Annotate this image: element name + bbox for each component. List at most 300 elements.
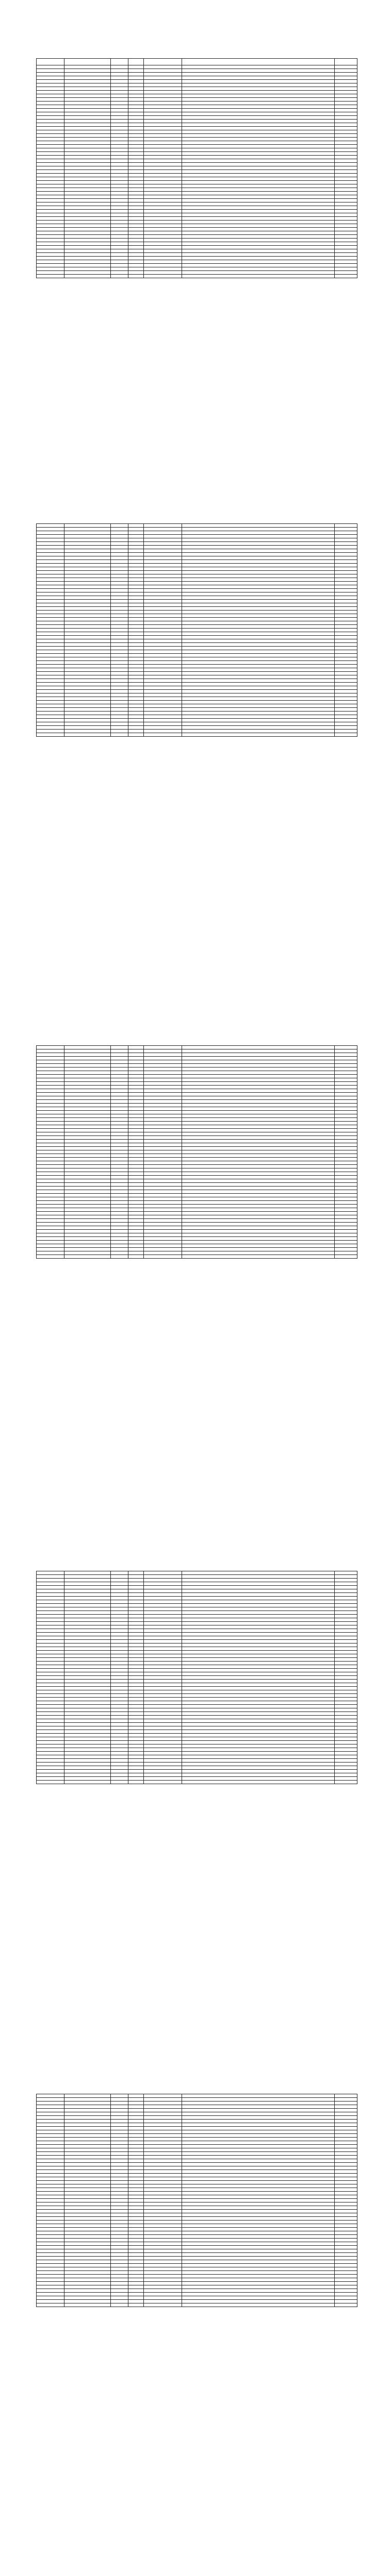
table-cell xyxy=(64,2267,111,2271)
table-cell xyxy=(111,1093,128,1096)
table-cell xyxy=(182,141,335,145)
table-row xyxy=(37,672,357,675)
table-cell xyxy=(335,1680,357,1683)
table-cell xyxy=(111,1190,128,1194)
table-row xyxy=(37,2246,357,2249)
table-cell xyxy=(335,192,357,195)
table-cell xyxy=(182,531,335,535)
table-cell xyxy=(182,105,335,109)
table-cell xyxy=(144,571,182,574)
table-cell xyxy=(111,632,128,636)
table-cell xyxy=(111,2267,128,2271)
table-cell xyxy=(182,1107,335,1111)
table-cell xyxy=(64,239,111,242)
table-cell xyxy=(37,1114,64,1118)
table-cell xyxy=(37,639,64,643)
table-row xyxy=(37,1571,357,1575)
table-cell xyxy=(64,1615,111,1618)
table-cell xyxy=(335,1150,357,1154)
table-cell xyxy=(182,549,335,553)
table-cell xyxy=(64,1100,111,1104)
table-cell xyxy=(144,1651,182,1654)
table-row xyxy=(37,1579,357,1582)
table-cell xyxy=(111,715,128,719)
table-cell xyxy=(128,2141,144,2145)
table-cell xyxy=(182,675,335,679)
table-cell xyxy=(128,1150,144,1154)
table-cell xyxy=(111,607,128,611)
table-cell xyxy=(335,2242,357,2246)
table-row xyxy=(37,1187,357,1190)
table-cell xyxy=(335,1053,357,1057)
table-cell xyxy=(111,1230,128,1233)
table-cell xyxy=(128,105,144,109)
table-cell xyxy=(37,2303,64,2307)
table-cell xyxy=(335,1615,357,1618)
table-cell xyxy=(128,76,144,80)
table-cell xyxy=(37,625,64,629)
table-cell xyxy=(128,611,144,614)
table-cell xyxy=(128,1086,144,1089)
table-cell xyxy=(144,1064,182,1067)
table-row xyxy=(37,2141,357,2145)
table-row xyxy=(37,1049,357,1053)
table-cell xyxy=(128,1194,144,1197)
table-cell xyxy=(144,206,182,210)
table-row xyxy=(37,549,357,553)
table-cell xyxy=(144,138,182,141)
table-cell xyxy=(64,2278,111,2282)
table-cell xyxy=(144,1654,182,1658)
table-cell xyxy=(37,177,64,181)
table-cell xyxy=(144,1600,182,1604)
table-cell xyxy=(128,2098,144,2102)
table-cell xyxy=(64,181,111,184)
table-cell xyxy=(144,221,182,224)
table-cell xyxy=(111,1114,128,1118)
table-cell xyxy=(335,647,357,650)
table-row xyxy=(37,1665,357,1669)
table-row xyxy=(37,1244,357,1248)
table-cell xyxy=(335,2264,357,2267)
table-cell xyxy=(64,224,111,228)
table-cell xyxy=(144,654,182,657)
roster-table xyxy=(36,58,357,278)
table-cell xyxy=(128,91,144,94)
table-cell xyxy=(128,1197,144,1201)
table-cell xyxy=(64,1089,111,1093)
table-cell xyxy=(182,1208,335,1212)
table-cell xyxy=(335,1662,357,1665)
table-row xyxy=(37,535,357,538)
table-cell xyxy=(111,1129,128,1132)
table-cell xyxy=(182,1615,335,1618)
table-cell xyxy=(37,1093,64,1096)
table-cell xyxy=(144,2138,182,2141)
table-row xyxy=(37,1629,357,1633)
table-cell xyxy=(111,672,128,675)
table-cell xyxy=(111,1669,128,1672)
table-row xyxy=(37,1096,357,1100)
table-row xyxy=(37,733,357,737)
table-cell xyxy=(64,1049,111,1053)
table-cell xyxy=(128,2264,144,2267)
table-cell xyxy=(128,1176,144,1179)
table-cell xyxy=(111,242,128,246)
table-cell xyxy=(37,2177,64,2181)
table-row xyxy=(37,120,357,123)
table-cell xyxy=(128,1683,144,1687)
table-cell xyxy=(37,1179,64,1183)
table-cell xyxy=(111,704,128,708)
table-cell xyxy=(111,2264,128,2267)
table-cell xyxy=(128,1705,144,1708)
table-cell xyxy=(128,1241,144,1244)
table-cell xyxy=(144,174,182,177)
table-cell xyxy=(37,101,64,105)
table-cell xyxy=(182,253,335,257)
table-cell xyxy=(64,1777,111,1781)
table-row xyxy=(37,2260,357,2264)
table-cell xyxy=(335,1129,357,1132)
table-cell xyxy=(335,1770,357,1773)
table-cell xyxy=(182,163,335,166)
table-cell xyxy=(335,1611,357,1615)
table-cell xyxy=(182,1571,335,1575)
table-cell xyxy=(335,1604,357,1607)
table-cell xyxy=(335,1658,357,1662)
table-cell xyxy=(128,603,144,607)
table-cell xyxy=(64,1698,111,1701)
table-cell xyxy=(64,538,111,542)
table-cell xyxy=(111,2188,128,2192)
table-cell xyxy=(144,1111,182,1114)
table-cell xyxy=(144,553,182,556)
table-cell xyxy=(111,629,128,632)
table-cell xyxy=(182,585,335,589)
table-cell xyxy=(111,528,128,531)
table-cell xyxy=(144,1665,182,1669)
table-cell xyxy=(335,145,357,148)
table-cell xyxy=(128,1575,144,1579)
table-cell xyxy=(335,636,357,639)
table-cell xyxy=(111,567,128,571)
table-cell xyxy=(144,1741,182,1744)
table-cell xyxy=(64,2127,111,2130)
table-cell xyxy=(111,2202,128,2206)
table-cell xyxy=(335,578,357,582)
table-cell xyxy=(182,1698,335,1701)
table-row xyxy=(37,2138,357,2141)
table-cell xyxy=(128,1129,144,1132)
table-cell xyxy=(335,249,357,253)
table-row xyxy=(37,1708,357,1712)
table-cell xyxy=(64,188,111,192)
table-cell xyxy=(182,686,335,690)
table-cell xyxy=(182,213,335,217)
table-cell xyxy=(144,2199,182,2202)
table-cell xyxy=(37,690,64,693)
table-cell xyxy=(64,91,111,94)
table-cell xyxy=(128,2300,144,2303)
table-row xyxy=(37,2303,357,2307)
table-cell xyxy=(111,2120,128,2123)
table-cell xyxy=(144,1226,182,1230)
table-cell xyxy=(37,1744,64,1748)
table-cell xyxy=(64,249,111,253)
table-cell xyxy=(37,2210,64,2213)
table-row xyxy=(37,112,357,116)
table-cell xyxy=(182,1600,335,1604)
table-row xyxy=(37,257,357,260)
table-cell xyxy=(182,2206,335,2210)
table-cell xyxy=(128,643,144,647)
table-cell xyxy=(37,2123,64,2127)
table-cell xyxy=(144,271,182,275)
table-cell xyxy=(111,1571,128,1575)
table-cell xyxy=(128,1723,144,1726)
table-cell xyxy=(64,574,111,578)
table-cell xyxy=(111,213,128,217)
table-cell xyxy=(335,546,357,549)
table-cell xyxy=(335,91,357,94)
table-cell xyxy=(37,1078,64,1082)
table-cell xyxy=(111,538,128,542)
table-cell xyxy=(128,1078,144,1082)
table-cell xyxy=(182,2271,335,2275)
table-row xyxy=(37,2163,357,2166)
table-cell xyxy=(182,1064,335,1067)
table-cell xyxy=(64,1241,111,1244)
table-cell xyxy=(182,1658,335,1662)
table-row xyxy=(37,2102,357,2105)
table-cell xyxy=(64,726,111,730)
table-cell xyxy=(182,1669,335,1672)
table-cell xyxy=(182,246,335,249)
table-cell xyxy=(182,1579,335,1582)
table-cell xyxy=(111,1752,128,1755)
table-cell xyxy=(111,1168,128,1172)
table-cell xyxy=(144,693,182,697)
table-row xyxy=(37,2148,357,2152)
table-cell xyxy=(335,1708,357,1712)
table-cell xyxy=(128,1049,144,1053)
table-cell xyxy=(111,1096,128,1100)
table-cell xyxy=(128,1716,144,1719)
table-cell xyxy=(144,632,182,636)
table-cell xyxy=(111,578,128,582)
table-cell xyxy=(144,1233,182,1237)
table-cell xyxy=(182,2123,335,2127)
table-cell xyxy=(182,1777,335,1781)
table-cell xyxy=(335,1586,357,1589)
table-cell xyxy=(335,2228,357,2231)
table-row xyxy=(37,2285,357,2289)
table-cell xyxy=(144,1165,182,1168)
table-cell xyxy=(64,596,111,600)
table-cell xyxy=(182,1647,335,1651)
table-cell xyxy=(111,2156,128,2159)
table-cell xyxy=(128,1201,144,1205)
table-cell xyxy=(37,1057,64,1060)
table-row xyxy=(37,719,357,722)
table-row xyxy=(37,1064,357,1067)
table-cell xyxy=(64,2264,111,2267)
table-cell xyxy=(144,629,182,632)
table-cell xyxy=(37,174,64,177)
table-cell xyxy=(144,719,182,722)
table-cell xyxy=(37,1582,64,1586)
table-cell xyxy=(144,1615,182,1618)
table-cell xyxy=(144,618,182,621)
table-cell xyxy=(335,2282,357,2285)
table-cell xyxy=(128,2221,144,2224)
table-cell xyxy=(128,2145,144,2148)
table-cell xyxy=(182,1575,335,1579)
table-cell xyxy=(37,1212,64,1215)
table-cell xyxy=(335,722,357,726)
table-cell xyxy=(111,1187,128,1190)
table-cell xyxy=(111,1089,128,1093)
table-cell xyxy=(37,1208,64,1212)
table-cell xyxy=(128,621,144,625)
table-cell xyxy=(128,2130,144,2134)
table-cell xyxy=(128,650,144,654)
table-cell xyxy=(182,2184,335,2188)
table-cell xyxy=(37,2156,64,2159)
table-cell xyxy=(335,672,357,675)
table-cell xyxy=(64,2138,111,2141)
table-cell xyxy=(111,675,128,679)
table-cell xyxy=(182,701,335,704)
table-cell xyxy=(335,181,357,184)
table-cell xyxy=(111,1759,128,1762)
table-cell xyxy=(37,661,64,665)
table-row xyxy=(37,202,357,206)
table-cell xyxy=(128,1093,144,1096)
table-row xyxy=(37,600,357,603)
table-cell xyxy=(111,231,128,235)
table-cell xyxy=(37,621,64,625)
roster-table xyxy=(36,2094,357,2307)
table-cell xyxy=(64,2123,111,2127)
table-cell xyxy=(111,2206,128,2210)
table-cell xyxy=(64,1589,111,1593)
table-cell xyxy=(144,1633,182,1636)
table-cell xyxy=(182,1636,335,1640)
table-cell xyxy=(37,2221,64,2224)
table-cell xyxy=(182,1183,335,1187)
table-cell xyxy=(64,1082,111,1086)
table-cell xyxy=(64,592,111,596)
table-cell xyxy=(111,239,128,242)
table-cell xyxy=(144,1625,182,1629)
table-cell xyxy=(37,2181,64,2184)
table-row xyxy=(37,1215,357,1219)
table-row xyxy=(37,275,357,278)
table-cell xyxy=(128,2210,144,2213)
table-cell xyxy=(182,2303,335,2307)
table-row xyxy=(37,1104,357,1107)
table-cell xyxy=(182,1226,335,1230)
table-cell xyxy=(335,1111,357,1114)
table-row xyxy=(37,2123,357,2127)
table-row xyxy=(37,690,357,693)
table-cell xyxy=(335,1071,357,1075)
table-cell xyxy=(64,1622,111,1625)
table-cell xyxy=(64,159,111,163)
table-cell xyxy=(37,1226,64,1230)
table-cell xyxy=(182,2102,335,2105)
table-cell xyxy=(335,639,357,643)
table-cell xyxy=(64,1773,111,1777)
table-cell xyxy=(64,242,111,246)
table-cell xyxy=(335,206,357,210)
table-row xyxy=(37,1183,357,1187)
table-cell xyxy=(111,2199,128,2202)
table-cell xyxy=(64,127,111,130)
table-row xyxy=(37,1662,357,1665)
table-cell xyxy=(335,2213,357,2217)
table-cell xyxy=(144,711,182,715)
table-cell xyxy=(37,683,64,686)
table-cell xyxy=(128,1212,144,1215)
table-cell xyxy=(182,535,335,538)
table-row xyxy=(37,127,357,130)
table-cell xyxy=(37,87,64,91)
table-cell xyxy=(182,1176,335,1179)
table-cell xyxy=(111,531,128,535)
table-cell xyxy=(335,1158,357,1161)
table-row xyxy=(37,1118,357,1122)
table-cell xyxy=(335,643,357,647)
table-cell xyxy=(335,697,357,701)
table-row xyxy=(37,1654,357,1658)
table-row xyxy=(37,271,357,275)
table-cell xyxy=(144,267,182,271)
table-cell xyxy=(37,2264,64,2267)
table-cell xyxy=(335,1093,357,1096)
table-cell xyxy=(64,632,111,636)
table-cell xyxy=(128,1607,144,1611)
table-cell xyxy=(64,683,111,686)
table-row xyxy=(37,231,357,235)
table-cell xyxy=(144,657,182,661)
table-cell xyxy=(182,2264,335,2267)
table-cell xyxy=(182,1752,335,1755)
table-cell xyxy=(111,1730,128,1734)
table-cell xyxy=(128,231,144,235)
table-cell xyxy=(182,1586,335,1589)
table-cell xyxy=(64,1683,111,1687)
table-cell xyxy=(37,668,64,672)
table-row xyxy=(37,2184,357,2188)
table-cell xyxy=(37,73,64,76)
table-cell xyxy=(111,152,128,156)
table-cell xyxy=(335,1100,357,1104)
table-cell xyxy=(335,166,357,170)
table-cell xyxy=(144,1201,182,1205)
table-cell xyxy=(64,1248,111,1251)
table-cell xyxy=(64,2120,111,2123)
table-cell xyxy=(64,1201,111,1205)
table-cell xyxy=(335,600,357,603)
table-cell xyxy=(111,1237,128,1241)
table-cell xyxy=(64,2257,111,2260)
table-cell xyxy=(64,2239,111,2242)
table-cell xyxy=(111,1107,128,1111)
table-cell xyxy=(64,1658,111,1662)
